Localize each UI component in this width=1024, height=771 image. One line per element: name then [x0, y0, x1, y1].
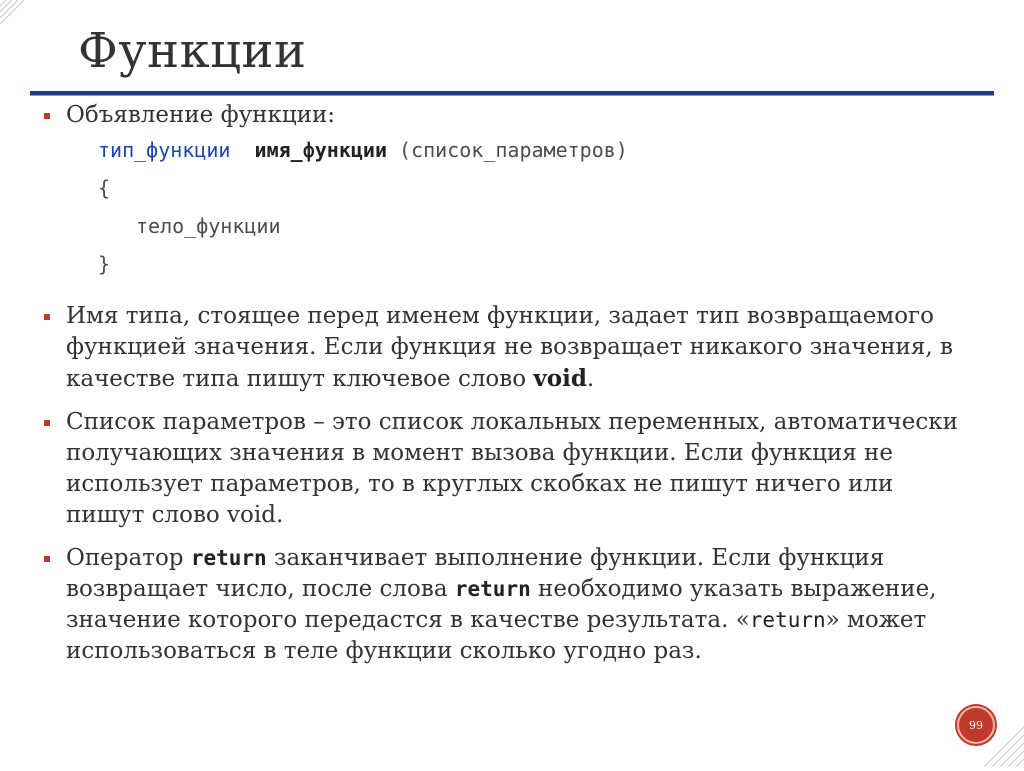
code-function-body: тело_функции: [136, 214, 281, 238]
bullet-text: Имя типа, стоящее перед именем функции, задает тип возвращаемого функцией значения. Если функция не возвращает никакого значения, в качестве типа пишут ключевое слово: [66, 303, 953, 392]
bullet-square-icon: [44, 314, 50, 320]
diagonal-lines-icon: [0, 0, 30, 30]
page-number-badge: [957, 706, 995, 744]
bullet-text-part2: заканчивает выполнение функции. Если функция возвращает число, после слова: [66, 545, 885, 602]
bullet-function-declaration: [42, 100, 972, 283]
bullet-text: Объявление функции:: [66, 102, 336, 128]
code-close-brace: }: [98, 252, 111, 276]
bullet-square-icon: [44, 113, 50, 119]
bullet-text-part1: Оператор: [66, 545, 191, 571]
bullet-square-icon: [44, 420, 50, 426]
slide-content: [42, 100, 972, 679]
bullet-return-operator: [42, 543, 972, 667]
bullet-text-part3: необходимо указать выражение, значение которого передастся в качестве результата. «: [66, 576, 937, 633]
bullet-text: Список параметров – это список локальных переменных, автоматически получающих значения в момент вызова функции. Если функция не использует параметров, то в круглых скобках не пишут ничего или пишут слово void.: [66, 409, 958, 528]
code-parameters: (список_параметров): [399, 138, 628, 162]
code-block: [98, 131, 972, 283]
keyword-return: return: [454, 577, 531, 601]
code-return-type: тип_функции: [98, 138, 231, 162]
keyword-void: void: [533, 365, 587, 392]
corner-decoration-top-left: [0, 0, 30, 30]
keyword-return: return: [749, 608, 826, 632]
bullet-text-end: .: [586, 366, 595, 392]
bullet-return-type: [42, 301, 972, 395]
bullet-square-icon: [44, 556, 50, 562]
title-underline: [30, 91, 994, 96]
code-function-name: имя_функции: [254, 138, 387, 162]
code-line-signature: [98, 131, 972, 169]
code-open-brace: {: [98, 176, 111, 200]
bullet-text-part4: » может использоваться в теле функции сколько угодно раз.: [66, 607, 927, 664]
slide-title: Функции: [78, 23, 307, 79]
page-number: 99: [969, 718, 983, 732]
keyword-return: return: [190, 546, 267, 570]
bullet-parameter-list: [42, 407, 972, 531]
